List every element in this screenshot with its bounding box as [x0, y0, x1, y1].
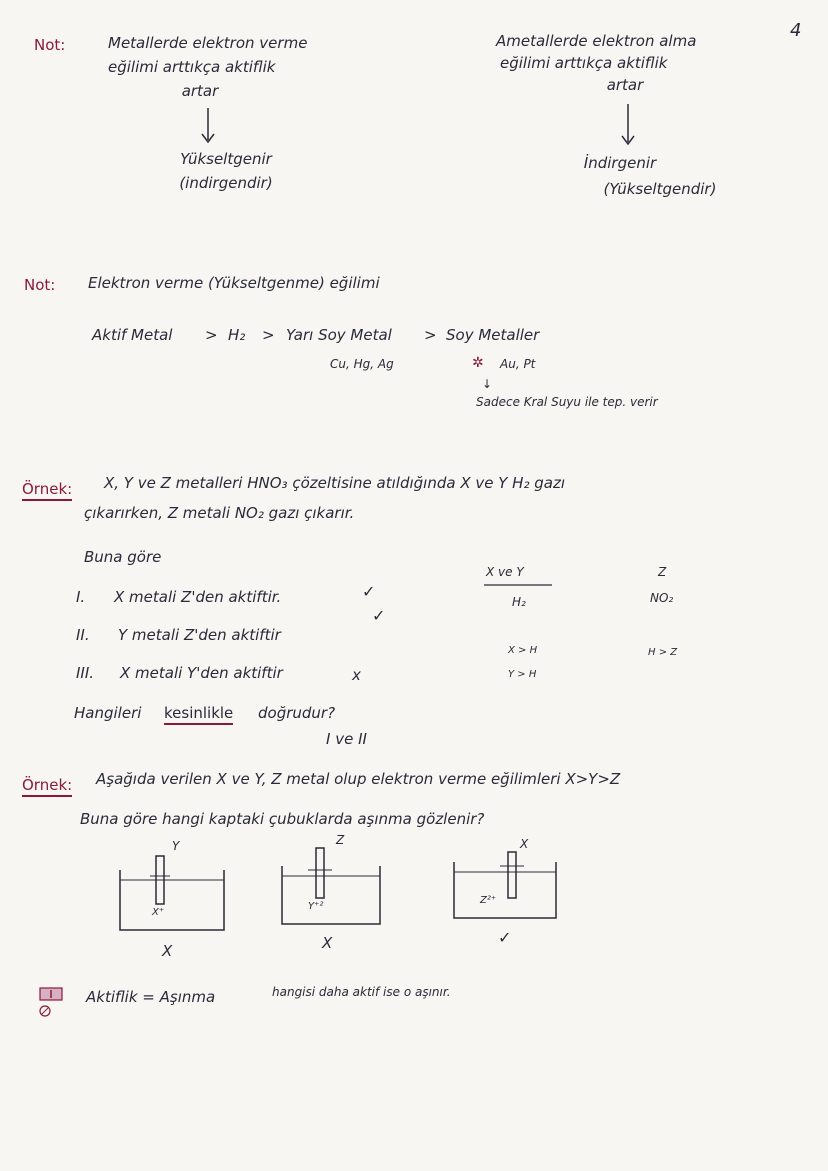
- work-col1-rel2: Y > H: [508, 669, 537, 680]
- work-col2-rel: H > Z: [648, 647, 678, 658]
- semi-noble-metal: Yarı Soy Metal: [286, 326, 392, 344]
- down-arrow-icon: ↓: [482, 377, 493, 391]
- arrow-down-icon-left: [202, 108, 214, 142]
- note1-right-line1: Ametallerde elektron alma: [496, 32, 697, 50]
- work-col1-rel1: X > H: [508, 645, 538, 656]
- container-2-mark: X: [322, 934, 333, 952]
- container-3-rod: X: [520, 837, 529, 851]
- example2-line2: Buna göre hangi kaptaki çubuklarda aşınma gözlenir?: [80, 810, 485, 828]
- note1-right-result2: (Yükseltgendir): [603, 180, 717, 198]
- noble-examples: Au, Pt: [500, 357, 536, 371]
- question-suffix: doğrudur?: [258, 704, 336, 722]
- note1-left-line1: Metallerde elektron verme: [108, 34, 308, 52]
- note1-right-line2: eğilimi arttıkça aktiflik: [500, 54, 668, 72]
- note1-left-line3: artar: [181, 82, 219, 100]
- gt-3: >: [424, 326, 437, 344]
- note2-label: Not:: [24, 276, 56, 294]
- work-col2-header: Z: [658, 565, 667, 579]
- statement-1-text: X metali Z'den aktiftir.: [114, 588, 282, 606]
- gt-1: >: [205, 326, 218, 344]
- container-2-rod: Z: [336, 833, 345, 847]
- note1-left-line2: eğilimi arttıkça aktiflik: [108, 58, 276, 76]
- note1-right-result1: İndirgenir: [583, 154, 657, 172]
- example1-answer: I ve II: [326, 730, 367, 748]
- page-number: 4: [790, 20, 802, 41]
- note2-title: Elektron verme (Yükseltgenme) eğilimi: [88, 274, 380, 292]
- warning-icon: [40, 988, 62, 1016]
- gt-2: >: [262, 326, 275, 344]
- question-prefix: Hangileri: [74, 704, 142, 722]
- note1-label: Not:: [34, 36, 66, 54]
- container-2-beaker: [282, 848, 380, 924]
- semi-noble-examples: Cu, Hg, Ag: [330, 357, 394, 371]
- star-icon: ✲: [472, 355, 484, 371]
- statement-1-mark: ✓: [362, 582, 376, 601]
- work-col2-gas: NO₂: [650, 591, 674, 605]
- statement-2-mark: ✓: [372, 606, 386, 625]
- container-1-mark: X: [162, 942, 173, 960]
- statement-3-text: X metali Y'den aktiftir: [120, 664, 283, 682]
- container-1-rod: Y: [172, 839, 180, 853]
- note1-left-result2: (indirgendir): [179, 174, 273, 192]
- example1-line2: çıkarırken, Z metali NO₂ gazı çıkarır.: [84, 504, 355, 522]
- statement-2-roman: II.: [76, 626, 90, 644]
- note1-left-result1: Yükseltgenir: [180, 150, 272, 168]
- note3-text2: hangisi daha aktif ise o aşınır.: [272, 985, 451, 999]
- container-3-solution: Z²⁺: [480, 895, 497, 906]
- h2-label: H₂: [228, 326, 246, 344]
- example2-label: Örnek:: [22, 778, 72, 797]
- example1-line1: X, Y ve Z metalleri HNO₃ çözeltisine atıldığında X ve Y H₂ gazı: [104, 474, 565, 492]
- work-col1-gas: H₂: [512, 595, 526, 609]
- noble-metals: Soy Metaller: [446, 326, 540, 344]
- statement-3-roman: III.: [76, 664, 95, 682]
- container-3-mark: ✓: [498, 928, 512, 947]
- statement-2-text: Y metali Z'den aktiftir: [118, 626, 281, 644]
- question-keyword: kesinlikle: [164, 706, 233, 725]
- container-1-beaker: [120, 856, 224, 930]
- container-2-solution: Y⁺²: [308, 901, 324, 912]
- work-col1-header: X ve Y: [486, 565, 524, 579]
- container-1-solution: X⁺: [152, 907, 165, 918]
- example1-label: Örnek:: [22, 482, 72, 501]
- note3-text: Aktiflik = Aşınma: [86, 988, 216, 1006]
- note1-right-line3: artar: [606, 76, 644, 94]
- container-3-beaker: [454, 852, 556, 918]
- statement-1-roman: I.: [76, 588, 86, 606]
- statement-3-mark: x: [352, 666, 361, 684]
- example2-line1: Aşağıda verilen X ve Y, Z metal olup elektron verme eğilimleri X>Y>Z: [96, 770, 621, 788]
- example1-intro: Buna göre: [84, 548, 162, 566]
- aqua-regia-note: Sadece Kral Suyu ile tep. verir: [476, 395, 658, 409]
- arrow-down-icon-right: [622, 104, 634, 144]
- active-metal: Aktif Metal: [92, 326, 173, 344]
